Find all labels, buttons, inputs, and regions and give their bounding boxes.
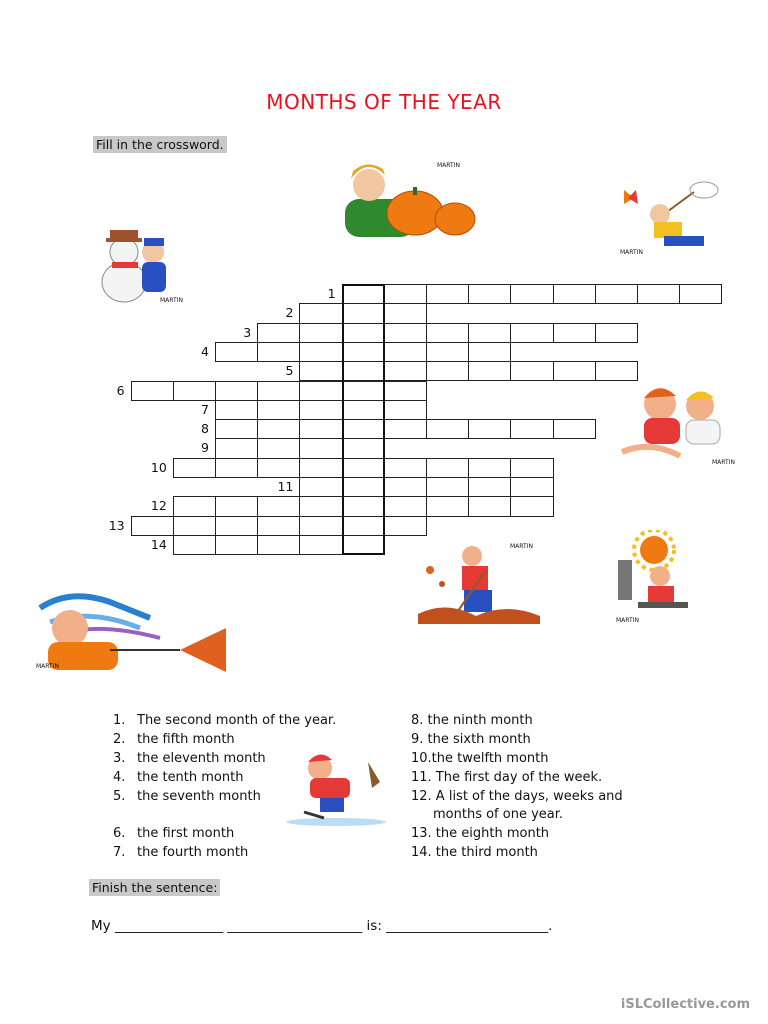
clue-index: 5.: [113, 789, 126, 804]
clue-index: 4.: [113, 770, 126, 785]
svg-text:MARTIN: MARTIN: [620, 249, 643, 256]
clue-text: the tenth month: [137, 770, 244, 785]
crossword-cell[interactable]: [384, 323, 427, 343]
crossword-cell[interactable]: [426, 361, 469, 381]
sentence-line: [91, 918, 552, 934]
crossword-cell[interactable]: [468, 284, 511, 304]
crossword-cell[interactable]: [342, 361, 385, 381]
clue-item: [113, 788, 261, 806]
crossword-cell[interactable]: [426, 496, 469, 516]
clue-number-12: 12: [150, 498, 167, 514]
crossword-cell[interactable]: [468, 458, 511, 478]
ice-skater-illustration: [284, 748, 390, 828]
crossword-cell[interactable]: [257, 496, 300, 516]
clue-number-13: 13: [108, 517, 125, 533]
clue-item: 9. the sixth month: [411, 732, 531, 747]
crossword-cell[interactable]: [384, 303, 427, 323]
crossword-cell[interactable]: [426, 419, 469, 439]
pumpkin-illustration: [337, 157, 479, 242]
crossword-cell[interactable]: [637, 284, 680, 304]
crossword-cell[interactable]: [215, 535, 258, 555]
clue-number-14: 14: [150, 536, 167, 552]
crossword-cell[interactable]: [384, 516, 427, 536]
crossword-cell[interactable]: [299, 458, 342, 478]
crossword-cell[interactable]: [257, 323, 300, 343]
children-playing-illustration: [620, 382, 742, 468]
crossword-cell[interactable]: [257, 516, 300, 536]
crossword-cell[interactable]: [426, 342, 469, 362]
clue-item: 12. A list of the days, weeks and: [411, 789, 623, 804]
butterfly-catcher-illustration: [614, 180, 720, 260]
page-title: MONTHS OF THE YEAR: [266, 90, 502, 114]
clue-item: [113, 769, 243, 787]
clue-item: [113, 731, 235, 749]
crossword-cell[interactable]: [299, 496, 342, 516]
crossword-cell[interactable]: [215, 381, 258, 401]
crossword-cell[interactable]: [384, 400, 427, 420]
crossword-cell[interactable]: [257, 400, 300, 420]
crossword-cell[interactable]: [384, 458, 427, 478]
clue-number-2: 2: [285, 305, 294, 321]
crossword-cell[interactable]: [173, 496, 216, 516]
crossword-cell[interactable]: [384, 419, 427, 439]
crossword-cell[interactable]: [510, 496, 553, 516]
sentence-blank-3[interactable]: ________________________.: [386, 918, 553, 934]
crossword-cell[interactable]: [384, 496, 427, 516]
clue-item: 14. the third month: [411, 845, 538, 860]
crossword-cell[interactable]: [299, 477, 342, 497]
crossword-cell[interactable]: [384, 342, 427, 362]
sentence-blank-2[interactable]: ____________________: [227, 918, 363, 934]
crossword-cell[interactable]: [215, 516, 258, 536]
crossword-cell[interactable]: [342, 400, 385, 420]
crossword-cell[interactable]: [299, 438, 342, 458]
clue-number-4: 4: [201, 343, 209, 359]
finish-label: Finish the sentence:: [89, 879, 220, 896]
crossword-cell[interactable]: [553, 323, 596, 343]
crossword-cell[interactable]: [299, 361, 342, 381]
crossword-cell[interactable]: [299, 323, 342, 343]
crossword-cell[interactable]: [299, 535, 342, 555]
crossword-cell[interactable]: [468, 323, 511, 343]
watermark: iSLCollective.com: [620, 997, 750, 1012]
crossword-cell[interactable]: [299, 400, 342, 420]
crossword-cell[interactable]: [173, 535, 216, 555]
crossword-cell[interactable]: [215, 438, 258, 458]
clue-item: [113, 712, 336, 730]
crossword-cell[interactable]: [468, 496, 511, 516]
crossword-cell[interactable]: [299, 303, 342, 323]
clue-item: [113, 750, 266, 768]
crossword-cell[interactable]: [384, 381, 427, 401]
wind-umbrella-illustration: [30, 588, 230, 674]
crossword-cell[interactable]: [299, 516, 342, 536]
snowman-illustration: [98, 222, 190, 304]
crossword-cell[interactable]: [426, 458, 469, 478]
crossword-cell[interactable]: [384, 477, 427, 497]
crossword-cell[interactable]: [342, 419, 385, 439]
clue-text: the fourth month: [137, 845, 249, 860]
clue-item: 13. the eighth month: [411, 826, 550, 841]
crossword-cell[interactable]: [342, 438, 385, 458]
clue-index: 7.: [113, 845, 126, 860]
clue-index: 3.: [113, 751, 126, 766]
crossword-cell[interactable]: [426, 323, 469, 343]
crossword-cell[interactable]: [257, 535, 300, 555]
crossword-cell[interactable]: [299, 342, 342, 362]
crossword-cell[interactable]: [595, 361, 638, 381]
clue-item: [113, 825, 234, 843]
clue-number-11: 11: [277, 479, 294, 494]
crossword-cell[interactable]: [342, 323, 385, 343]
clue-text: the eleventh month: [137, 751, 266, 766]
instruction-label: Fill in the crossword.: [93, 136, 227, 153]
crossword-cell[interactable]: [553, 361, 596, 381]
crossword-cell[interactable]: [342, 516, 385, 536]
clue-item: 11. The first day of the week.: [411, 770, 603, 785]
crossword-cell[interactable]: [342, 381, 385, 401]
crossword-cell[interactable]: [468, 342, 511, 362]
svg-text:MARTIN: MARTIN: [36, 663, 59, 670]
clue-index: 1.: [113, 713, 126, 728]
clue-index: 6.: [113, 826, 126, 841]
crossword-cell[interactable]: [426, 477, 469, 497]
crossword-cell[interactable]: [510, 458, 553, 478]
crossword-cell[interactable]: [131, 381, 174, 401]
svg-text:MARTIN: MARTIN: [712, 459, 735, 466]
clue-number-10: 10: [150, 459, 167, 475]
clue-number-8: 8: [201, 421, 209, 437]
clue-number-6: 6: [116, 382, 125, 398]
clue-number-5: 5: [285, 363, 294, 379]
crossword-cell[interactable]: [173, 516, 216, 536]
crossword-cell[interactable]: [342, 284, 385, 304]
crossword-cell[interactable]: [426, 284, 469, 304]
svg-text:MARTIN: MARTIN: [510, 543, 533, 550]
crossword-cell[interactable]: [342, 496, 385, 516]
crossword-cell[interactable]: [510, 323, 553, 343]
clue-number-3: 3: [243, 324, 252, 340]
svg-text:MARTIN: MARTIN: [616, 617, 639, 624]
crossword-cell[interactable]: [553, 419, 596, 439]
sentence-word-is: is:: [366, 918, 382, 934]
clue-number-9: 9: [201, 440, 209, 456]
sunny-summer-illustration: [614, 530, 698, 626]
crossword-cell[interactable]: [468, 361, 511, 381]
crossword-cell[interactable]: [215, 419, 258, 439]
crossword-cell[interactable]: [342, 477, 385, 497]
clue-item: 10.the twelfth month: [411, 751, 549, 766]
crossword-cell[interactable]: [510, 284, 553, 304]
clue-item: 8. the ninth month: [411, 713, 533, 728]
crossword-cell[interactable]: [510, 419, 553, 439]
crossword-cell[interactable]: [299, 381, 342, 401]
clue-number-1: 1: [327, 286, 336, 301]
crossword-cell[interactable]: [257, 419, 300, 439]
sentence-word-my: My: [91, 918, 111, 934]
crossword-cell[interactable]: [342, 342, 385, 362]
crossword-cell[interactable]: [342, 535, 385, 555]
sentence-blank-1[interactable]: ________________: [114, 918, 223, 934]
crossword-cell[interactable]: [257, 342, 300, 362]
clue-text: the fifth month: [137, 732, 235, 747]
crossword-cell[interactable]: [173, 458, 216, 478]
crossword-cell[interactable]: [595, 323, 638, 343]
crossword-cell[interactable]: [257, 458, 300, 478]
crossword-cell[interactable]: [384, 284, 427, 304]
crossword-cell[interactable]: [131, 516, 174, 536]
crossword-cell[interactable]: [510, 361, 553, 381]
crossword-cell[interactable]: [468, 477, 511, 497]
clue-text: The second month of the year.: [137, 713, 337, 728]
raking-leaves-illustration: [416, 540, 544, 624]
clue-index: 2.: [113, 732, 126, 747]
clue-item: months of one year.: [433, 807, 564, 822]
svg-text:MARTIN: MARTIN: [437, 162, 460, 169]
crossword-cell[interactable]: [384, 361, 427, 381]
crossword-cell[interactable]: [215, 458, 258, 478]
clue-text: the seventh month: [137, 789, 261, 804]
clue-text: the first month: [137, 826, 235, 841]
crossword-cell[interactable]: [342, 458, 385, 478]
crossword-cell[interactable]: [173, 381, 216, 401]
crossword-cell[interactable]: [257, 438, 300, 458]
crossword-cell[interactable]: [468, 419, 511, 439]
crossword-cell[interactable]: [342, 303, 385, 323]
crossword-cell[interactable]: [215, 496, 258, 516]
crossword-cell[interactable]: [679, 284, 722, 304]
crossword-cell[interactable]: [257, 381, 300, 401]
crossword-cell[interactable]: [595, 284, 638, 304]
crossword-cell[interactable]: [510, 477, 553, 497]
artist-signature: MARTIN: [160, 297, 183, 304]
crossword-cell[interactable]: [299, 419, 342, 439]
crossword-cell[interactable]: [215, 400, 258, 420]
clue-item: [113, 844, 248, 862]
crossword-cell[interactable]: [215, 342, 258, 362]
crossword-cell[interactable]: [553, 284, 596, 304]
clue-number-7: 7: [201, 401, 209, 417]
